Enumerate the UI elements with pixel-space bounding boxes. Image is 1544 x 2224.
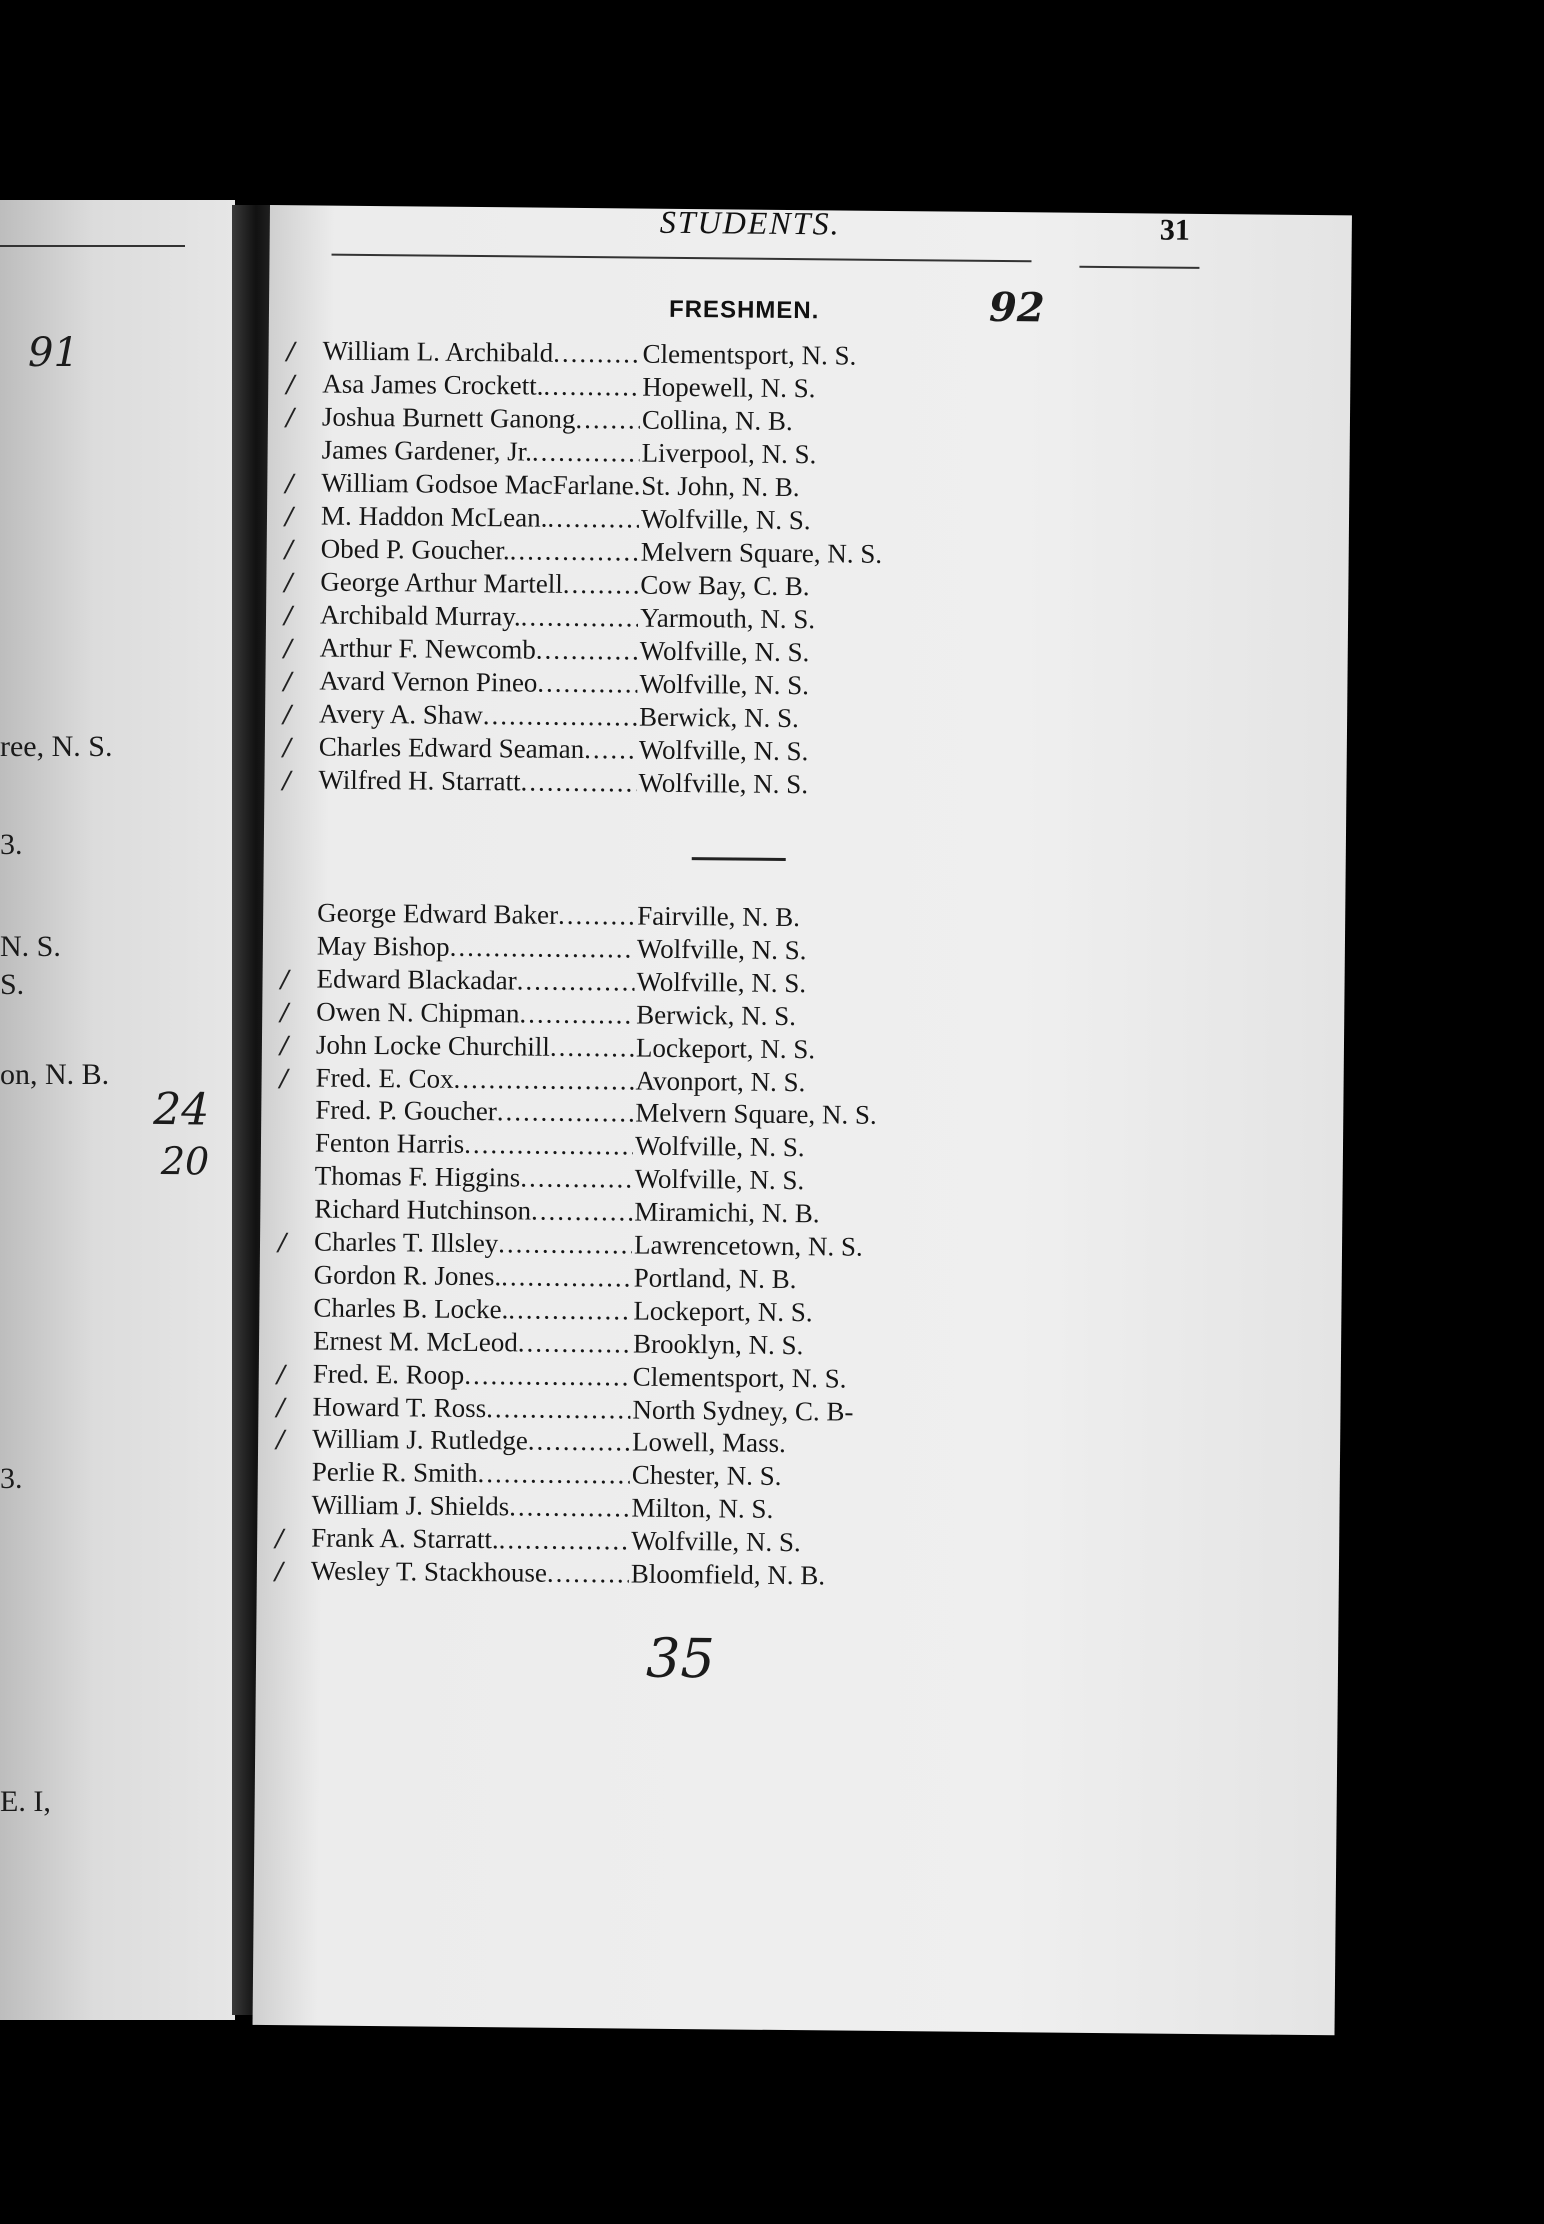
student-hometown: Wolfville, N. S. [636, 966, 807, 998]
student-name: William L. Archibald [322, 335, 554, 368]
leader-dots [519, 998, 634, 1032]
student-hometown: Wolfville, N. S. [640, 503, 811, 536]
check-tick-mark: / [279, 1063, 288, 1092]
leader-dots [532, 437, 640, 471]
leader-dots [497, 1097, 634, 1131]
student-hometown: Fairville, N. B. [637, 900, 801, 933]
check-tick-mark: / [283, 634, 292, 663]
check-tick-mark: / [282, 700, 292, 729]
leader-dots [509, 1492, 630, 1526]
right-page [153, 203, 1352, 2035]
check-tick-mark: / [276, 1359, 286, 1388]
student-name: M. Haddon McLean. [320, 500, 548, 533]
leader-dots [584, 734, 637, 768]
student-hometown: Brooklyn, N. S. [632, 1328, 804, 1360]
student-hometown: Lowell, Mass. [631, 1426, 787, 1459]
student-hometown: Wolfville, N. S. [634, 1163, 805, 1196]
student-name: Archibald Murray. [319, 599, 521, 632]
student-name: Charles T. Illsley [313, 1226, 499, 1259]
student-hometown: Wolfville, N. S. [639, 635, 810, 668]
student-name: Avery A. Shaw [318, 698, 483, 731]
check-tick-mark: / [283, 601, 293, 630]
check-tick-mark: / [286, 337, 295, 366]
student-name: Fred. E. Cox [315, 1061, 454, 1094]
leader-dots [464, 1360, 631, 1395]
student-name: Perlie R. Smith [311, 1456, 478, 1489]
check-tick-mark: / [284, 568, 293, 597]
student-hometown: Chester, N. S. [631, 1459, 782, 1492]
left-fragment: 3. [0, 1462, 23, 1495]
student-hometown: Milton, N. S. [631, 1492, 774, 1525]
leader-dots [553, 338, 641, 372]
handwritten-count-top: 92 [988, 283, 1045, 332]
handwritten-margin-number: 24 [153, 1083, 210, 1136]
student-name: James Gardener, Jr. [321, 434, 533, 467]
student-row [318, 764, 938, 803]
student-name: Edward Blackadar [316, 963, 517, 996]
left-page-rule [0, 245, 185, 247]
student-name: Fenton Harris [314, 1127, 465, 1160]
student-hometown: Wolfville, N. S. [631, 1525, 801, 1558]
header-rule [332, 254, 1032, 263]
section-title: FRESHMEN. [668, 295, 820, 325]
left-fragment: on, N. B. [0, 1058, 110, 1091]
check-tick-mark: / [280, 964, 289, 994]
leader-dots [537, 668, 637, 702]
student-hometown: Melvern Square, N. S. [635, 1097, 877, 1131]
student-name: William J. Rutledge [312, 1423, 528, 1456]
leader-dots [563, 569, 639, 603]
student-name: Howard T. Ross [312, 1390, 487, 1423]
leader-dots [550, 1031, 634, 1065]
student-name: William Godsoe MacFarlane [321, 467, 634, 501]
student-hometown: Melvern Square, N. S. [640, 536, 883, 569]
student-hometown: Avonport, N. S. [635, 1065, 806, 1097]
running-title: STUDENTS. [659, 203, 841, 242]
student-hometown: Wolfville, N. S. [636, 933, 807, 966]
student-name: Asa James Crockett. [322, 368, 544, 401]
handwritten-total: 35 [645, 1626, 716, 1691]
handwritten-margin-number: 20 [160, 1138, 210, 1184]
left-fragment: 3. [0, 828, 23, 861]
student-hometown: Lawrencetown, N. S. [633, 1229, 863, 1262]
student-name: Avard Vernon Pineo [319, 665, 538, 698]
student-name: Richard Hutchinson [314, 1193, 532, 1226]
leader-dots [531, 1196, 633, 1230]
student-hometown: Clementsport, N. S. [632, 1361, 847, 1394]
student-name: Owen N. Chipman [316, 996, 520, 1029]
check-tick-mark: / [285, 403, 295, 432]
student-name: George Edward Baker [317, 897, 559, 930]
leader-dots [528, 1426, 631, 1460]
header-rule-right [1079, 266, 1199, 269]
leader-dots [483, 700, 638, 734]
student-name: William J. Shields [311, 1489, 510, 1522]
student-name: Fred. P. Goucher [315, 1094, 497, 1127]
student-name: Fred. E. Roop [312, 1358, 465, 1390]
leader-dots [477, 1458, 630, 1492]
handwritten-left-page-number: 91 [28, 330, 79, 376]
check-tick-mark: / [277, 1228, 287, 1257]
student-name: Charles B. Locke. [313, 1292, 509, 1325]
leader-dots [517, 965, 635, 999]
student-hometown: Lockeport, N. S. [633, 1295, 813, 1328]
leader-dots [521, 601, 639, 635]
check-tick-mark: / [282, 766, 291, 795]
student-hometown: Portland, N. B. [633, 1262, 797, 1294]
leader-dots [518, 1327, 632, 1361]
check-tick-mark: / [284, 502, 294, 531]
check-tick-mark: / [274, 1557, 284, 1586]
student-name: Joshua Burnett Ganong [321, 401, 576, 434]
student-hometown: Berwick, N. S. [636, 999, 797, 1031]
leader-dots [547, 1558, 629, 1592]
student-hometown: Wolfville, N. S. [638, 734, 809, 767]
leader-dots [520, 1163, 633, 1197]
leader-dots [575, 404, 640, 438]
leader-dots [499, 1524, 630, 1558]
page-number: 31 [1159, 213, 1190, 247]
left-fragment: S. [0, 968, 25, 1001]
student-hometown: Yarmouth, N. S. [639, 602, 816, 635]
student-name: May Bishop [316, 930, 450, 962]
student-hometown: Cow Bay, C. B. [640, 569, 810, 602]
section-divider [692, 857, 786, 861]
check-tick-mark: / [282, 733, 292, 762]
student-name: Arthur F. Newcomb [319, 632, 536, 665]
student-name: Wesley T. Stackhouse [310, 1555, 548, 1588]
student-name: Obed P. Goucher. [320, 533, 510, 566]
student-hometown: Bloomfield, N. B. [630, 1558, 826, 1591]
student-name: Thomas F. Higgins [314, 1160, 521, 1193]
check-tick-mark: / [279, 1030, 289, 1059]
student-hometown: Miramichi, N. B. [634, 1196, 820, 1229]
leader-dots [536, 635, 638, 669]
leader-dots [464, 1129, 633, 1164]
leader-dots [520, 766, 636, 800]
student-name: Gordon R. Jones. [313, 1259, 502, 1292]
student-name: John Locke Churchill [315, 1029, 551, 1062]
check-tick-mark: / [276, 1425, 285, 1454]
student-name: Frank A. Starratt. [311, 1522, 499, 1555]
student-hometown: Wolfville, N. S. [634, 1130, 805, 1163]
student-hometown: Wolfville, N. S. [639, 668, 810, 701]
left-fragment: N. S. [0, 930, 61, 963]
leader-dots [498, 1228, 632, 1262]
leader-dots [508, 1294, 631, 1328]
leader-dots [543, 371, 640, 405]
leader-dots [453, 1063, 633, 1098]
leader-dots [449, 932, 635, 967]
leader-dots [501, 1261, 632, 1295]
check-tick-mark: / [284, 535, 293, 564]
left-fragment: E. I, [0, 1785, 51, 1818]
student-name: Wilfred H. Starratt [318, 764, 521, 797]
check-tick-mark: / [280, 997, 289, 1026]
leader-dots [558, 900, 635, 934]
student-hometown: Hopewell, N. S. [642, 371, 816, 404]
student-row [311, 1555, 931, 1594]
check-tick-mark: / [275, 1524, 284, 1553]
student-name: George Arthur Martell [320, 566, 563, 599]
check-tick-mark: / [283, 667, 292, 696]
student-name: Charles Edward Seaman [318, 731, 585, 765]
student-hometown: North Sydney, C. B- [632, 1394, 854, 1427]
leader-dots [510, 535, 639, 569]
student-hometown: Clementsport, N. S. [642, 338, 857, 371]
student-hometown: Liverpool, N. S. [641, 437, 817, 470]
student-hometown: Wolfville, N. S. [638, 767, 809, 800]
check-tick-mark: / [286, 370, 295, 399]
leader-dots [486, 1393, 631, 1427]
left-fragment: ree, N. S. [0, 730, 113, 763]
student-name: Ernest M. McLeod [312, 1325, 518, 1358]
check-tick-mark: / [276, 1392, 285, 1421]
student-hometown: Collina, N. B. [641, 404, 793, 437]
student-hometown: St. John, N. B. [641, 470, 800, 503]
student-hometown: Berwick, N. S. [638, 701, 799, 734]
student-hometown: Lockeport, N. S. [635, 1032, 816, 1064]
check-tick-mark: / [285, 469, 294, 498]
leader-dots [547, 503, 639, 537]
